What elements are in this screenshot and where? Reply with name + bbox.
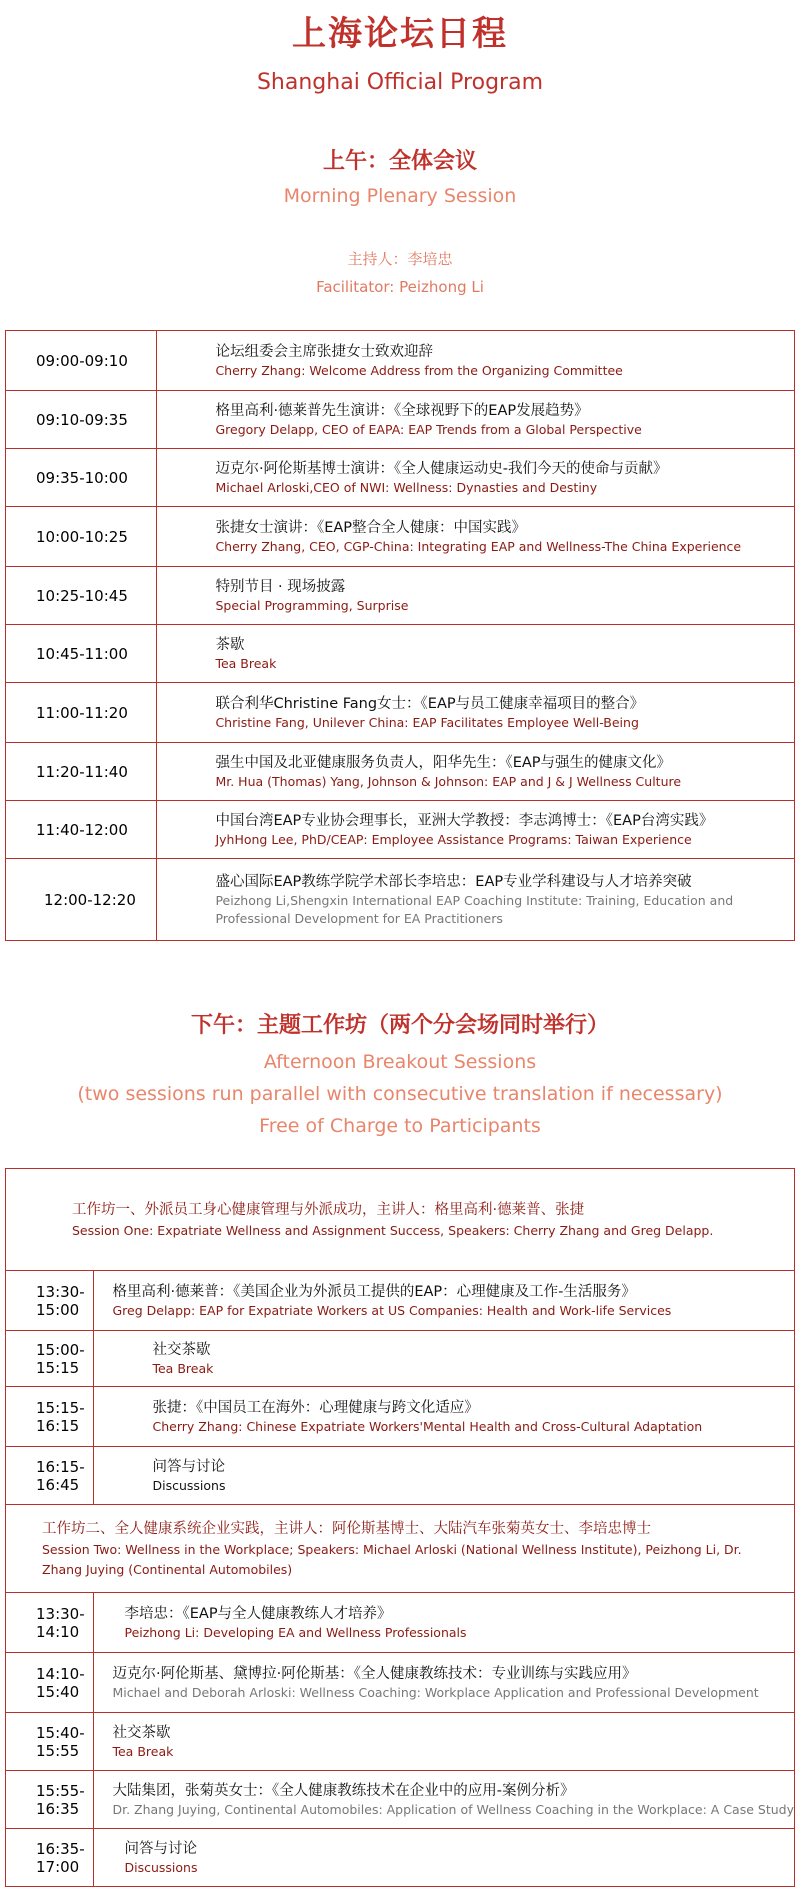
table-row bbox=[6, 683, 795, 743]
session-title-en: Mr. Hua (Thomas) Yang, Johnson & Johnson: EAP and J & J Wellness Culture bbox=[215, 773, 682, 789]
time-cell: 14:10-15:40 bbox=[6, 1653, 94, 1713]
table-row bbox=[6, 743, 795, 801]
afternoon-title-en: Afternoon Breakout Sessions bbox=[263, 1051, 537, 1073]
session-title-zh: 迈克尔·阿伦斯基、黛博拉·阿伦斯基：《全人健康教练技术：专业训练与实践应用》 bbox=[112, 1665, 637, 1682]
session-title-zh: 问答与讨论 bbox=[152, 1458, 225, 1475]
session-title-zh: 问答与讨论 bbox=[124, 1840, 197, 1857]
time-cell: 13:30-14:10 bbox=[6, 1593, 94, 1653]
table-row bbox=[6, 1447, 795, 1505]
time-cell: 11:00-11:20 bbox=[6, 683, 157, 743]
table-row bbox=[6, 1829, 795, 1887]
session-title-zh: 茶歇 bbox=[215, 636, 245, 653]
table-row bbox=[6, 1653, 795, 1713]
session-title-zh: 格里高利·德莱普先生演讲：《全球视野下的EAP发展趋势》 bbox=[215, 402, 589, 419]
table-row bbox=[6, 449, 795, 507]
table-row bbox=[6, 567, 795, 625]
time-cell: 10:45-11:00 bbox=[6, 625, 157, 683]
table-row bbox=[6, 1271, 795, 1331]
session-title-en: Cherry Zhang: Welcome Address from the Organizing Committee bbox=[215, 362, 623, 378]
session-title-en: Gregory Delapp, CEO of EAPA: EAP Trends from a Global Perspective bbox=[215, 421, 642, 437]
session-title-en: Michael and Deborah Arloski: Wellness Coaching: Workplace Application and Professional Development bbox=[112, 1684, 759, 1700]
session-title-zh: 中国台湾EAP专业协会理事长，亚洲大学教授：李志鸿博士：《EAP台湾实践》 bbox=[215, 812, 714, 829]
time-cell: 15:55-16:35 bbox=[6, 1771, 94, 1829]
table-row bbox=[6, 859, 795, 941]
session-title-en: Cherry Zhang: Chinese Expatriate Workers'Mental Health and Cross-Cultural Adaptation bbox=[152, 1418, 703, 1434]
workshop-one-title-zh: 工作坊一、外派员工身心健康管理与外派成功，主讲人：格里高利·德莱普、张捷 bbox=[72, 1201, 585, 1218]
table-row bbox=[6, 1387, 795, 1447]
time-cell: 12:00-12:20 bbox=[6, 859, 157, 941]
table-row bbox=[6, 1593, 795, 1653]
session-title-en: Discussions bbox=[152, 1477, 226, 1493]
session-title-en: Discussions bbox=[124, 1859, 198, 1875]
time-cell: 09:10-09:35 bbox=[6, 391, 157, 449]
session-title-zh: 社交茶歇 bbox=[112, 1724, 171, 1741]
time-cell: 13:30-15:00 bbox=[6, 1271, 94, 1331]
facilitator-en: Facilitator: Peizhong Li bbox=[316, 278, 484, 296]
table-row bbox=[6, 1713, 795, 1771]
session-title-zh: 格里高利·德莱普：《美国企业为外派员工提供的EAP：心理健康及工作-生活服务》 bbox=[112, 1283, 636, 1300]
time-cell: 16:35-17:00 bbox=[6, 1829, 94, 1887]
session-title-en: Peizhong Li,Shengxin International EAP Coaching Institute: Training, Education and Professional Development for EA Practitioners bbox=[215, 892, 734, 926]
session-title-zh: 李培忠：《EAP与全人健康教练人才培养》 bbox=[124, 1605, 392, 1622]
morning-title: 上午：全体会议 bbox=[322, 149, 477, 174]
time-cell: 09:00-09:10 bbox=[6, 331, 157, 391]
session-title-zh: 大陆集团，张菊英女士：《全人健康教练技术在企业中的应用-案例分析》 bbox=[112, 1782, 575, 1799]
time-cell: 11:20-11:40 bbox=[6, 743, 157, 801]
session-title-en: Tea Break bbox=[112, 1743, 174, 1759]
afternoon-note-en: Free of Charge to Participants bbox=[259, 1115, 541, 1137]
table-row bbox=[6, 801, 795, 859]
session-title-zh: 强生中国及北亚健康服务负责人，阳华先生：《EAP与强生的健康文化》 bbox=[215, 754, 672, 771]
page-subtitle: Shanghai Official Program bbox=[256, 70, 544, 95]
session-title-en: Peizhong Li: Developing EA and Wellness Professionals bbox=[124, 1624, 467, 1640]
session-title-zh: 盛心国际EAP教练学院学术部长李培忠：EAP专业学科建设与人才培养突破 bbox=[215, 873, 692, 890]
time-cell: 11:40-12:00 bbox=[6, 801, 157, 859]
session-title-en: JyhHong Lee, PhD/CEAP: Employee Assistance Programs: Taiwan Experience bbox=[215, 831, 692, 847]
time-cell: 15:15-16:15 bbox=[6, 1387, 94, 1447]
table-row bbox=[6, 1771, 795, 1829]
workshop-header-row bbox=[6, 1169, 795, 1271]
session-title-zh: 社交茶歇 bbox=[152, 1341, 211, 1358]
workshop-two-title-en: Session Two: Wellness in the Workplace; Speakers: Michael Arloski (National Wellness Institute), Peizhong Li, Dr. Zhang Juying (Continental Automobiles) bbox=[42, 1541, 742, 1577]
afternoon-title: 下午：主题工作坊（两个分会场同时举行） bbox=[190, 1013, 609, 1038]
time-cell: 16:15-16:45 bbox=[6, 1447, 94, 1505]
time-cell: 10:25-10:45 bbox=[6, 567, 157, 625]
table-row bbox=[6, 331, 795, 391]
facilitator-zh: 主持人：李培忠 bbox=[347, 250, 453, 268]
table-row bbox=[6, 625, 795, 683]
table-row bbox=[6, 391, 795, 449]
afternoon-schedule-table bbox=[5, 1168, 795, 1887]
morning-schedule-table bbox=[5, 330, 795, 941]
session-title-zh: 张捷：《中国员工在海外：心理健康与跨文化适应》 bbox=[152, 1399, 479, 1416]
page-title: 上海论坛日程 bbox=[292, 14, 508, 54]
session-title-en: Dr. Zhang Juying, Continental Automobiles: Application of Wellness Coaching in the Workplace: A Case Study bbox=[112, 1801, 794, 1817]
table-row bbox=[6, 507, 795, 567]
afternoon-subtitle-en: (two sessions run parallel with consecutive translation if necessary) bbox=[77, 1083, 723, 1105]
time-cell: 15:00-15:15 bbox=[6, 1331, 94, 1387]
session-title-en: Christine Fang, Unilever China: EAP Facilitates Employee Well-Being bbox=[215, 714, 639, 730]
session-title-zh: 特别节目 · 现场披露 bbox=[215, 578, 346, 595]
session-title-en: Special Programming, Surprise bbox=[215, 597, 409, 613]
session-title-zh: 论坛组委会主席张捷女士致欢迎辞 bbox=[215, 343, 433, 360]
time-cell: 09:35-10:00 bbox=[6, 449, 157, 507]
session-title-en: Tea Break bbox=[152, 1360, 214, 1376]
session-title-en: Greg Delapp: EAP for Expatriate Workers at US Companies: Health and Work-life Services bbox=[112, 1302, 672, 1318]
session-title-zh: 张捷女士演讲：《EAP整合全人健康：中国实践》 bbox=[215, 519, 527, 536]
workshop-header-row bbox=[6, 1505, 795, 1593]
session-title-zh: 联合利华Christine Fang女士：《EAP与员工健康幸福项目的整合》 bbox=[215, 695, 645, 712]
time-cell: 15:40-15:55 bbox=[6, 1713, 94, 1771]
session-title-en: Cherry Zhang, CEO, CGP-China: Integrating EAP and Wellness-The China Experience bbox=[215, 538, 742, 554]
table-row bbox=[6, 1331, 795, 1387]
morning-title-en: Morning Plenary Session bbox=[283, 185, 517, 207]
workshop-two-title-zh: 工作坊二、全人健康系统企业实践，主讲人：阿伦斯基博士、大陆汽车张菊英女士、李培忠博士 bbox=[42, 1520, 651, 1537]
workshop-one-title-en: Session One: Expatriate Wellness and Assignment Success, Speakers: Cherry Zhang and Greg Delapp. bbox=[72, 1222, 714, 1238]
session-title-zh: 迈克尔·阿伦斯基博士演讲：《全人健康运动史-我们今天的使命与贡献》 bbox=[215, 460, 668, 477]
session-title-en: Michael Arloski,CEO of NWI: Wellness: Dynasties and Destiny bbox=[215, 479, 598, 495]
time-cell: 10:00-10:25 bbox=[6, 507, 157, 567]
session-title-en: Tea Break bbox=[215, 655, 277, 671]
